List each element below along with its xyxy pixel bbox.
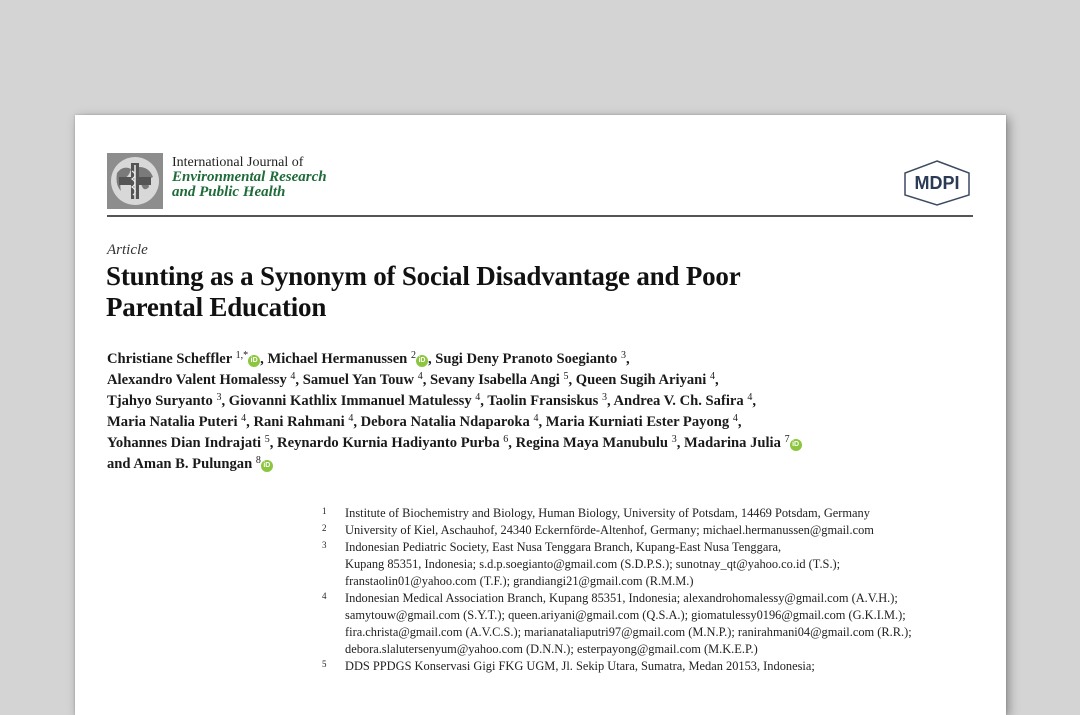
separator: , — [269, 435, 278, 451]
affiliation-text: Indonesian Pediatric Society, East Nusa Tenggara Branch, Kupang-East Nusa Tenggara, — [345, 540, 782, 554]
author-line — [107, 391, 987, 412]
author-affiliation-sup: 4 — [290, 371, 296, 382]
affiliation-item — [317, 590, 977, 658]
affiliation-text: Kupang 85351, Indonesia; s.d.p.soegianto@gmail.com (S.D.P.S.); sunotnay_qt@yahoo.co.id (T.S.); — [345, 557, 841, 571]
affiliation-text: University of Kiel, Aschauhof, 24340 Eckernförde-Altenhof, Germany; michael.hermanussen@gmail.com — [345, 523, 874, 537]
author-name[interactable]: Queen Sugih Ariyani — [575, 372, 707, 388]
author-name[interactable]: Madarina Julia — [684, 435, 781, 451]
mdpi-logo-text: MDPI — [914, 173, 960, 193]
separator: , — [737, 414, 742, 430]
article-title-line1: Stunting as a Synonym of Social Disadvantage and Poor — [106, 261, 741, 291]
author-name[interactable]: Samuel Yan Touw — [302, 372, 415, 388]
journal-name-line2: Environmental Research — [172, 169, 327, 185]
affiliation-text: Institute of Biochemistry and Biology, Human Biology, University of Potsdam, 14469 Potsdam, Germany — [345, 506, 870, 520]
affiliation-number: 5 — [322, 659, 327, 669]
journal-name-line3: and Public Health — [172, 184, 286, 200]
author-affiliation-sup: 4 — [348, 413, 354, 424]
affiliation-item — [317, 522, 977, 539]
orcid-icon[interactable]: iD — [790, 439, 802, 451]
author-line — [107, 433, 987, 454]
separator: , — [508, 435, 516, 451]
author-affiliation-sup: 3 — [216, 392, 222, 403]
separator: , — [295, 372, 303, 388]
article-title — [106, 261, 926, 323]
author-affiliation-sup: 3 — [602, 392, 607, 403]
author-affiliation-sup: 4 — [475, 392, 481, 403]
author-affiliation-sup: 4 — [710, 371, 715, 382]
separator: , — [480, 393, 488, 409]
author-line — [107, 454, 987, 475]
author-name[interactable]: Yohannes Dian Indrajati — [107, 435, 262, 451]
separator: , — [715, 372, 719, 388]
separator: , — [607, 393, 614, 409]
author-name[interactable]: Rani Rahmani — [253, 414, 345, 430]
journal-name — [172, 155, 327, 200]
author-name[interactable]: Sugi Deny Pranoto Soegianto — [435, 351, 618, 367]
author-affiliation-sup: 4 — [533, 413, 539, 424]
author-line — [107, 349, 987, 370]
author-list — [107, 349, 987, 475]
author-name[interactable]: Maria Kurniati Ester Payong — [545, 414, 730, 430]
header-rule — [107, 215, 973, 217]
affiliation-text: DDS PPDGS Konservasi Gigi FKG UGM, Jl. Sekip Utara, Sumatra, Medan 20153, Indonesia; — [345, 659, 815, 673]
author-affiliation-sup: 7 — [784, 434, 790, 445]
author-name[interactable]: Giovanni Kathlix Immanuel Matulessy — [228, 393, 472, 409]
separator: , — [752, 393, 756, 409]
document-page — [75, 115, 1006, 715]
affiliation-number: 4 — [322, 591, 327, 601]
affiliation-number: 1 — [322, 506, 327, 516]
author-name[interactable]: Maria Natalia Puteri — [107, 414, 238, 430]
mdpi-logo — [901, 159, 973, 207]
author-name[interactable]: Taolin Fransiskus — [487, 393, 599, 409]
author-line — [107, 412, 987, 433]
author-name[interactable]: Debora Natalia Ndaparoka — [360, 414, 530, 430]
author-affiliation-sup: 5 — [563, 371, 569, 382]
orcid-icon[interactable]: iD — [248, 355, 260, 367]
author-name[interactable]: Andrea V. Ch. Safira — [613, 393, 744, 409]
author-affiliation-sup: 3 — [671, 434, 677, 445]
author-name[interactable]: Sevany Isabella Angi — [430, 372, 560, 388]
separator: , — [568, 372, 576, 388]
author-line — [107, 370, 987, 391]
author-name[interactable]: Regina Maya Manubulu — [515, 435, 669, 451]
separator: , — [538, 414, 546, 430]
affiliation-item — [317, 505, 977, 522]
author-affiliation-sup: 1,* — [235, 350, 249, 361]
separator: , — [422, 372, 431, 388]
affiliation-item — [317, 658, 977, 675]
author-affiliation-sup: 5 — [264, 434, 270, 445]
affiliation-number: 2 — [322, 523, 327, 533]
separator: , — [427, 351, 436, 367]
author-affiliation-sup: 4 — [417, 371, 423, 382]
article-type: Article — [107, 242, 148, 258]
author-affiliation-sup: 6 — [503, 434, 509, 445]
author-affiliation-sup: 4 — [241, 413, 247, 424]
affiliation-text: samytouw@gmail.com (S.Y.T.); queen.ariyani@gmail.com (Q.S.A.); giomatulessy0196@gmail.com (G.K.I.M.); — [345, 608, 906, 622]
journal-name-line1: International Journal of — [172, 155, 304, 170]
affiliation-text: debora.slalutersenyum@yahoo.com (D.N.N.); esterpayong@gmail.com (M.K.E.P.) — [345, 642, 758, 656]
author-name[interactable]: Reynardo Kurnia Hadiyanto Purba — [277, 435, 500, 451]
orcid-icon[interactable]: iD — [416, 355, 428, 367]
author-affiliation-sup: 3 — [620, 350, 626, 361]
author-name[interactable]: Alexandro Valent Homalessy — [107, 372, 287, 388]
orcid-icon[interactable]: iD — [261, 460, 273, 472]
separator: , — [221, 393, 229, 409]
affiliation-item — [317, 539, 977, 590]
author-name[interactable]: and Aman B. Pulungan — [107, 456, 253, 472]
author-name[interactable]: Christiane Scheffler — [107, 351, 232, 367]
journal-header — [107, 151, 973, 217]
author-name[interactable]: Tjahyo Suryanto — [107, 393, 213, 409]
author-affiliation-sup: 2 — [410, 350, 416, 361]
separator: , — [625, 351, 630, 367]
author-affiliation-sup: 4 — [732, 413, 738, 424]
affiliation-text: franstaolin01@yahoo.com (T.F.); grandiangi21@gmail.com (R.M.M.) — [345, 574, 694, 588]
author-name[interactable]: Michael Hermanussen — [267, 351, 408, 367]
author-affiliation-sup: 4 — [747, 392, 753, 403]
separator: , — [676, 435, 684, 451]
affiliation-text: fira.christa@gmail.com (A.V.C.S.); marianataliaputri97@gmail.com (M.N.P.); ranirahmani04@gmail.com (R.R.); — [345, 625, 912, 639]
affiliation-number: 3 — [322, 540, 327, 550]
affiliation-text: Indonesian Medical Association Branch, Kupang 85351, Indonesia; alexandrohomalessy@gmail.com (A.V.H.); — [345, 591, 898, 605]
separator: , — [260, 351, 268, 367]
author-affiliation-sup: 8 — [255, 455, 261, 466]
separator: , — [246, 414, 254, 430]
globe-caduceus-icon — [107, 153, 163, 209]
affiliation-list — [317, 505, 977, 675]
separator: , — [353, 414, 361, 430]
article-title-line2: Parental Education — [106, 292, 327, 322]
